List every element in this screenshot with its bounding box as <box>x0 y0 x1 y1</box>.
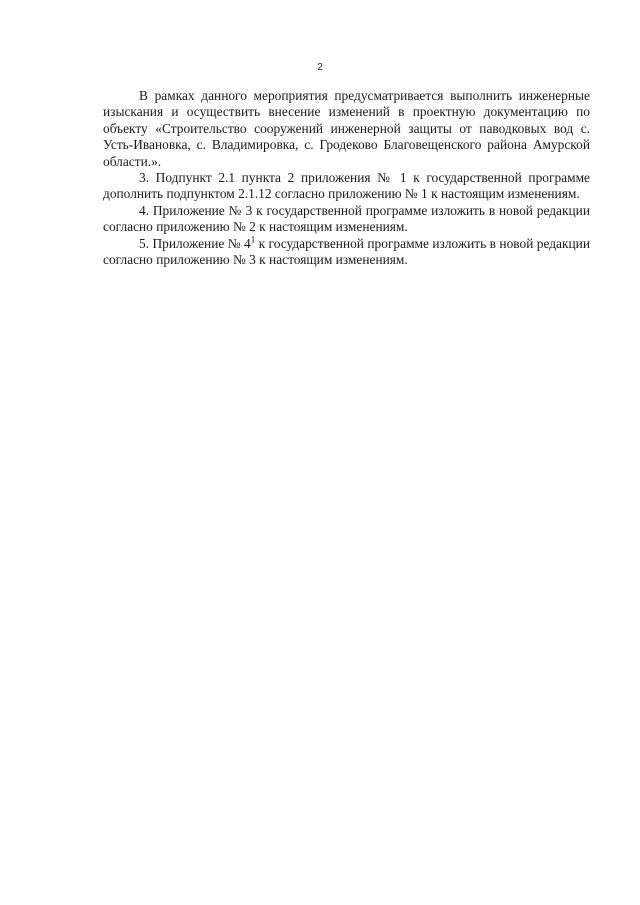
paragraph-item-5 <box>103 236 590 269</box>
page-number: 2 <box>317 62 323 73</box>
paragraph-item-4: 4. Приложение № 3 к государственной программе изложить в новой редакции согласно приложению № 2 к настоящим изменениям. <box>103 202 590 235</box>
paragraph-item-5-start: 5. Приложение № 4 <box>139 235 251 251</box>
paragraph-item-5-end: к государственной программе изложить в новой редакции согласно приложению № 3 к настоящим изменениям. <box>103 235 590 268</box>
paragraph-measure-description: В рамках данного мероприятия предусматривается выполнить инженерные изыскания и осуществить внесение изменений в проектную документацию по объекту «Строительство сооружений инженерной защиты от паводковых вод с. Усть-Ивановка, с. Владимировка, с. Гродеково Благовещенского района Амурской области.». <box>103 88 590 169</box>
paragraph-item-3: 3. Подпункт 2.1 пункта 2 приложения № 1 к государственной программе дополнить подпунктом 2.1.12 согласно приложению № 1 к настоящим изменениям. <box>103 170 590 202</box>
document-body <box>103 88 590 268</box>
superscript-index: 1 <box>250 234 256 245</box>
